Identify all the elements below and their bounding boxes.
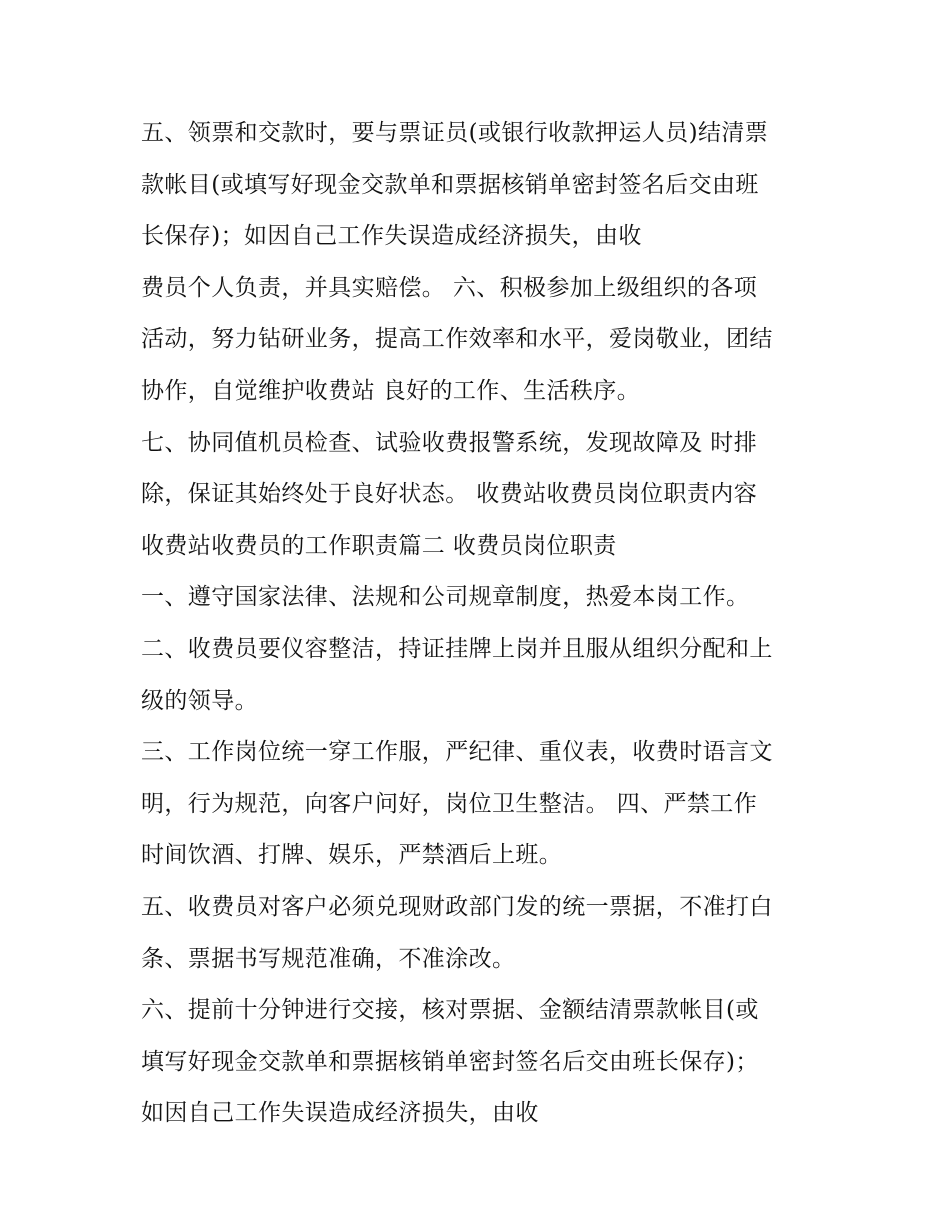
text-line: 三、工作岗位统一穿工作服，严纪律、重仪表，收费时语言文 [141,739,773,766]
text-line: 款帐目(或填写好现金交款单和票据核销单密封签名后交由班 [141,171,759,198]
text-line: 六、提前十分钟进行交接，核对票据、金额结清票款帐目(或 [141,997,759,1024]
text-line: 如因自己工作失误造成经济损失，由收 [141,1100,539,1127]
text-line: 时间饮酒、打牌、娱乐，严禁酒后上班。 [141,842,563,869]
text-line: 除，保证其始终处于良好状态。 收费站收费员岗位职责内容 [141,481,758,508]
text-line: 级的领导。 [141,687,258,714]
text-line: 一、遵守国家法律、法规和公司规章制度，热爱本岗工作。 [141,584,750,611]
text-line: 五、收费员对客户必须兑现财政部门发的统一票据，不准打白 [141,893,773,920]
text-line: 明，行为规范，向客户问好，岗位卫生整洁。 四、严禁工作 [141,790,758,817]
text-line: 费员个人负责，并具实赔偿。 六、积极参加上级组织的各项 [141,274,758,301]
text-line: 七、协同值机员检查、试验收费报警系统，发现故障及 时排 [141,429,758,456]
text-line: 条、票据书写规范准确，不准涂改。 [141,945,516,972]
text-line: 活动，努力钻研业务，提高工作效率和水平，爱岗敬业，团结 [141,326,773,353]
text-line: 五、领票和交款时，要与票证员(或银行收款押运人员)结清票 [141,120,769,146]
text-line: 长保存)；如因自己工作失误造成经济损失，由收 [141,223,642,250]
text-line: 收费站收费员的工作职责篇二 收费员岗位职责 [141,532,617,559]
document-body [141,108,821,1140]
text-line: 填写好现金交款单和票据核销单密封签名后交由班长保存)； [141,1048,759,1075]
text-line: 二、收费员要仪容整洁，持证挂牌上岗并且服从组织分配和上 [141,635,773,662]
text-line: 协作，自觉维护收费站 良好的工作、生活秩序。 [141,377,641,404]
